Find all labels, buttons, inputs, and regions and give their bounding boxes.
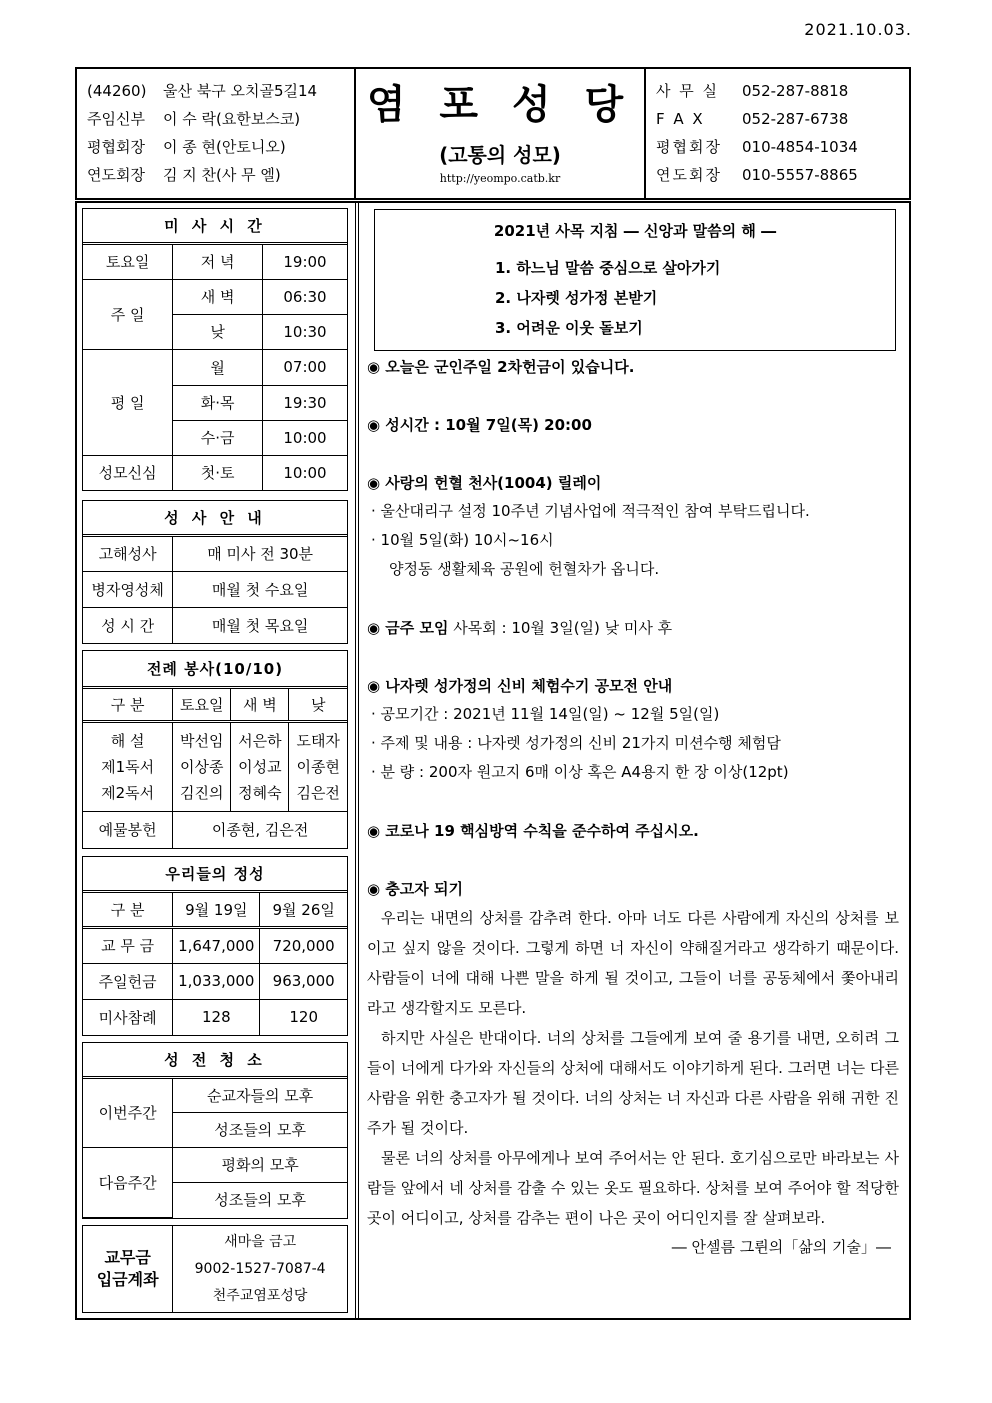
mass-times-box: [82, 208, 348, 491]
notice-heading: ◉ 코로나 19 핵심방역 수칙을 준수하여 주십시오.: [367, 822, 699, 840]
notice-line: 양정동 생활체육 공원에 헌혈차가 옵니다.: [389, 560, 660, 578]
notice-heading: ◉ 나자렛 성가정의 신비 체험수기 공모전 안내: [367, 677, 673, 695]
contact-line: 사 무 실 052-287-8818: [656, 82, 849, 100]
parish-title: 염 포 성 당: [366, 82, 634, 128]
issue-date: 2021.10.03.: [804, 20, 912, 39]
notice-heading: ◉ 사랑의 헌혈 천사(1004) 릴레이: [367, 474, 602, 492]
notice-meeting: ◉ 금주 모임 사목회 : 10월 3일(일) 낮 미사 후: [367, 619, 673, 637]
info-line: 주임신부 이 수 락(요한보스코): [87, 110, 301, 128]
notice-heading: ◉ 충고자 되기: [367, 880, 463, 898]
liturgy-box: [82, 650, 348, 849]
account-details: 새마을 금고 9002-1527-7087-4 천주교염포성당: [173, 1226, 347, 1312]
sacrament-box: [82, 500, 348, 644]
essay-paragraph: 하지만 사실은 반대이다. 너의 상처를 그들에게 보여 줄 용기를 내면, 오히려 그들이 너에게 다가와 자신들의 상처에 대해서도 이야기하게 된다. 그러면 너는 다른 사람을 위한 충고자가 될 것이다. 너의 상처는 너 자신과 다른 사람을 위해 귀한 진주가 될 것이다.: [367, 1029, 899, 1137]
policy-item: 1. 하느님 말씀 중심으로 살아가기: [495, 259, 721, 277]
account-label: 교무금 입금계좌: [83, 1226, 173, 1312]
notice-line: · 10월 5일(화) 10시~16시: [371, 531, 554, 549]
notice-heading: ◉ 성시간 : 10월 7일(목) 20:00: [367, 416, 592, 434]
giving-title: 우리들의 정성: [83, 857, 347, 891]
essay-paragraph: 우리는 내면의 상처를 감추려 한다. 아마 너도 다른 사람에게 자신의 상처를 보이고 싶지 않을 것이다. 그렇게 하면 너 자신이 약해질거라고 생각하기 때문이다. 사람들이 너에 대해 나쁜 말을 하게 될 것이고, 그들이 너를 공동체에서 쫓아내리라고 생각할지도 모른다.: [367, 909, 899, 1017]
content-frame: [75, 201, 911, 1320]
parish-url[interactable]: http://yeompo.catb.kr: [439, 172, 561, 185]
notices: [367, 353, 899, 1261]
mass-times-table: 미 사 시 간 토요일 저 녁 19:00 주 일 새 벽 06:30 낮 10:30 평 일 월 07:00 화·목 19:30 수·금 10:00 성모신심 첫·토 10:00: [83, 209, 347, 490]
cleaning-title: 성 전 청 소: [83, 1043, 347, 1077]
contact-line: 연도회장 010-5557-8865: [656, 166, 858, 184]
notice-line: · 주제 및 내용 : 나자렛 성가정의 신비 21가지 미션수행 체험담: [371, 734, 781, 752]
liturgy-dawn: 서은하 이성교 정혜숙: [231, 721, 289, 811]
notice-line: · 울산대리구 설정 10주년 기념사업에 적극적인 참여 부탁드립니다.: [371, 502, 810, 520]
info-line: 연도회장 김 지 찬(사 무 엘): [87, 166, 281, 184]
contact-info: [646, 69, 909, 198]
policy-item: 2. 나자렛 성가정 본받기: [495, 289, 658, 307]
contact-line: F A X 052-287-6738: [656, 110, 849, 128]
cleaning-table: 성 전 청 소 이번주간 순교자들의 모후 성조들의 모후 다음주간 평화의 모후 성조들의 모후: [83, 1043, 347, 1218]
liturgy-table: 전례 봉사(10/10) 구 분 토요일 새 벽 낮 해 설 제1독서 제2독서 박선임 이상종 김진의 서은하 이성교 정혜숙 도태자 이종현 김은전 예물봉헌 이종현, 김은전: [83, 651, 347, 848]
giving-table: 우리들의 정성 구 분 9월 19일 9월 26일 교 무 금 1,647,000 720,000 주일헌금 1,033,000 963,000 미사참례 128 120: [83, 857, 347, 1035]
liturgy-roles: 해 설 제1독서 제2독서: [83, 721, 173, 811]
cleaning-box: [82, 1042, 348, 1219]
mass-times-title: 미 사 시 간: [83, 209, 347, 243]
liturgy-saturday: 박선임 이상종 김진의: [173, 721, 231, 811]
title-block: [356, 69, 646, 198]
policy-heading: 2021년 사목 지침 ― 신앙과 말씀의 해 ―: [493, 222, 777, 240]
essay-paragraph: 물론 너의 상처를 아무에게나 보여 주어서는 안 된다. 호기심으로만 바라보는 사람들 앞에서 네 상처를 감출 수 있는 옷도 필요하다. 상처를 보여 주어야 할 적당한 곳이 어디이고, 상처를 감추는 편이 나은 곳이 어디인지를 잘 살펴보라.: [367, 1149, 899, 1227]
account-table: [83, 1226, 347, 1312]
column-divider: [355, 203, 359, 1318]
essay-citation: ― 안셀름 그륀의「삶의 기술」―: [671, 1238, 891, 1256]
info-line: (44260) 울산 북구 오치골5길14: [87, 82, 318, 100]
masthead: [75, 67, 911, 200]
liturgy-title: 전례 봉사(10/10): [83, 651, 347, 687]
liturgy-day: 도태자 이종현 김은전: [289, 721, 347, 811]
pastoral-policy-box: [374, 209, 896, 351]
contact-line: 평협회장 010-4854-1034: [656, 138, 858, 156]
sacrament-title: 성 사 안 내: [83, 501, 347, 535]
policy-list: [495, 253, 895, 343]
info-line: 평협회장 이 종 현(안토니오): [87, 138, 286, 156]
parish-info: [77, 69, 356, 198]
account-box: [82, 1225, 348, 1313]
notice-line: · 분 량 : 200자 원고지 6매 이상 혹은 A4용지 한 장 이상(12pt): [371, 763, 789, 781]
policy-item: 3. 어려운 이웃 돌보기: [495, 319, 643, 337]
notice-line: · 공모기간 : 2021년 11월 14일(일) ~ 12월 5일(일): [371, 705, 720, 723]
giving-box: [82, 856, 348, 1036]
parish-subtitle: (고통의 성모): [439, 143, 561, 167]
sacrament-table: 성 사 안 내 고해성사 매 미사 전 30분 병자영성체 매월 첫 수요일 성 시 간 매월 첫 목요일: [83, 501, 347, 643]
notice-heading: ◉ 오늘은 군인주일 2차헌금이 있습니다.: [367, 358, 635, 376]
